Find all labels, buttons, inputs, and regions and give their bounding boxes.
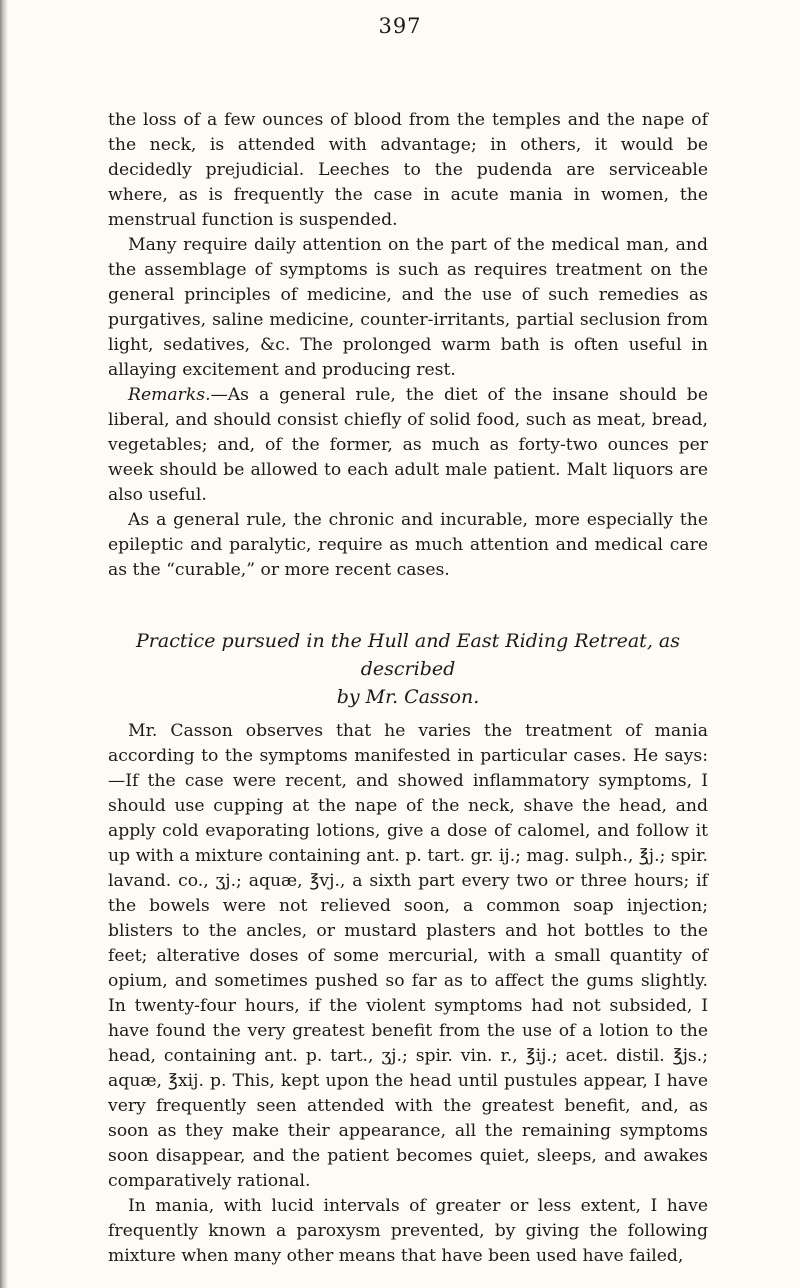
paragraph-chronic-cases: As a general rule, the chronic and incurable, more especially the epileptic and paralytic, require as much attention and medical care as the “curable,” or more recent cases. (108, 510, 708, 580)
page-binding-edge (0, 0, 8, 1288)
paragraph-remarks (108, 383, 708, 508)
page-number: 397 (378, 14, 422, 38)
section-heading-line1: Practice pursued in the Hull and East Riding Retreat, as described (136, 630, 680, 680)
paragraph-casson-treatment: Mr. Casson observes that he varies the treatment of mania according to the symptoms manifested in particular cases. He says:—If the case were recent, and showed inflammatory symptoms, I should use cupping at the nape of the neck, shave the head, and apply cold evaporating lotions, give a dose of calomel, and follow it up with a mixture containing ant. p. tart. gr. ij.; mag. sulph., ℥j.; spir. lavand. co., ʒj.; aquæ, ℥vj., a sixth part every two or three hours; if the bowels were not relieved soon, a common soap injection; blisters to the ancles, or mustard plasters and hot bottles to the feet; alterative doses of some mercurial, with a small quantity of opium, and sometimes pushed so far as to affect the gums slightly. In twenty-four hours, if the violent symptoms had not subsided, I have found the very greatest benefit from the use of a lotion to the head, containing ant. p. tart., ʒj.; spir. vin. r., ℥ij.; acet. distil. ℥js.; aquæ, ℥xij. p. This, kept upon the head until pustules appear, I have very frequently seen attended with the greatest benefit, and, as soon as they make their appearance, all the remaining symptoms soon disappear, and the patient becomes quiet, sleeps, and awakes comparatively rational. (108, 721, 708, 1191)
section-heading-line2: by Mr. Casson. (336, 686, 480, 708)
remarks-label: Remarks. (128, 385, 211, 405)
body-text (108, 0, 708, 1269)
remarks-text: —As a general rule, the diet of the insane should be liberal, and should consist chiefly of solid food, such as meat, bread, vegetables; and, of the former, as much as forty-two ounces per week should be allowed to each adult male patient. Malt liquors are also useful. (108, 385, 708, 505)
paragraph-continuation: the loss of a few ounces of blood from the temples and the nape of the neck, is attended with advantage; in others, it would be decidedly prejudicial. Leeches to the pudenda are serviceable where, as is frequently the case in acute mania in women, the menstrual function is suspended. (108, 110, 708, 230)
paragraph-lucid-intervals: In mania, with lucid intervals of greater or less extent, I have frequently known a paroxysm prevented, by giving the following mixture when many other means that have been used have failed, (108, 1196, 708, 1266)
paragraph-daily-attention: Many require daily attention on the part of the medical man, and the assemblage of symptoms is such as requires treatment on the general principles of medicine, and the use of such remedies as purgatives, saline medicine, counter-irritants, partial seclusion from light, sedatives, &c. The prolonged warm bath is often useful in allaying excitement and producing rest. (108, 235, 708, 380)
section-heading (108, 627, 708, 711)
